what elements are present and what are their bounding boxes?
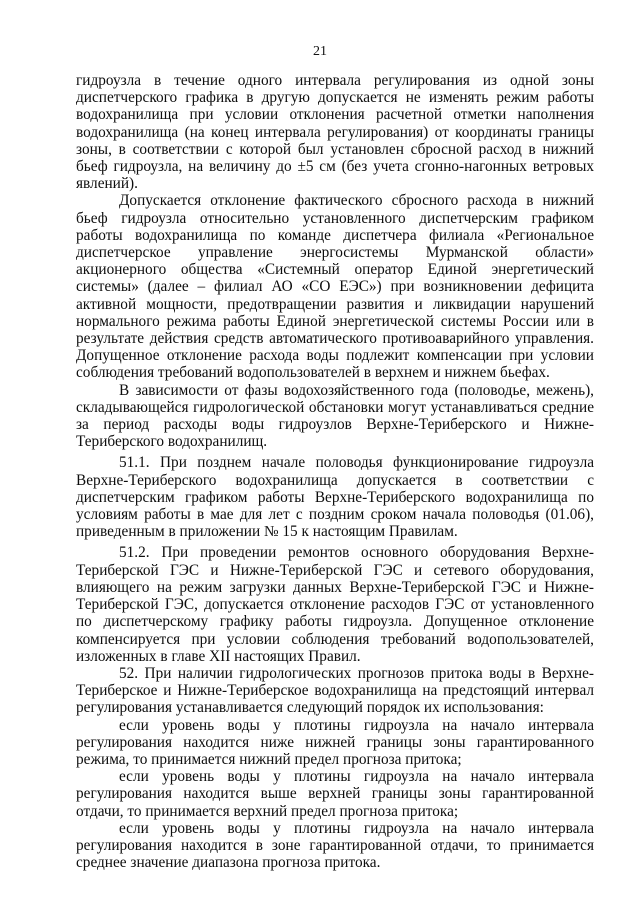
- list-item-upper-limit: если уровень воды у плотины гидроузла на начало интервала регулирования находится выше верхней границы зоны гарантированной отдачи, то принимается верхний предел прогноза притока;: [76, 768, 594, 820]
- list-item-lower-limit: если уровень воды у плотины гидроузла на начало интервала регулирования находится ниже нижней границы зоны гарантированного режима, то принимается нижний предел прогноза притока;: [76, 716, 594, 768]
- document-body: [76, 72, 594, 871]
- paragraph-51-1: 51.1. При позднем начале половодья функционирование гидроузла Верхне-Териберского водохранилища допускается в соответствии с диспетчерским графиком работы Верхне-Териберского водохранилища по условиям работы в мае для лет с поздним сроком начала половодья (01.06), приведенным в приложении № 15 к настоящим Правилам.: [76, 454, 594, 541]
- paragraph-seasonal-phase: В зависимости от фазы водохозяйственного года (половодье, межень), складывающейся гидрологической обстановки могут устанавливаться средние за период расходы воды гидроузлов Верхне-Териберского и Нижне-Териберского водохранилищ.: [76, 381, 594, 451]
- paragraph-51-2: 51.2. При проведении ремонтов основного оборудования Верхне-Териберской ГЭС и Нижне-Териберской ГЭС и сетевого оборудования, влияющего на режим загрузки данных Верхне-Териберской ГЭС и Нижне-Териберской ГЭС, допускается отклонение расходов ГЭС от установленного по диспетчерскому графику работы гидроузла. Допущенное отклонение компенсируется при условии соблюдения требований водопользователей, изложенных в главе XII настоящих Правил.: [76, 544, 594, 665]
- paragraph-continuation: гидроузла в течение одного интервала регулирования из одной зоны диспетчерского графика в другую допускается не изменять режим работы водохранилища при условии отклонения расчетной отметки наполнения водохранилища (на конец интервала регулирования) от координаты границы зоны, в соответствии с которой был установлен сбросной расход в нижний бьеф гидроузла, на величину до ±5 см (без учета сгонно-нагонных ветровых явлений).: [76, 72, 594, 193]
- paragraph-discharge-deviation: Допускается отклонение фактического сбросного расхода в нижний бьеф гидроузла относительно установленного диспетчерским графиком работы водохранилища по команде диспетчера филиала «Региональное диспетчерское управление энергосистемы Мурманской области» акционерного общества «Системный оператор Единой энергетический системы» (далее – филиал АО «СО ЕЭС») при возникновении дефицита активной мощности, предотвращении развития и ликвидации нарушений нормального режима работы Единой энергетической системы России или в результате действия средств автоматического противоаварийного управления. Допущенное отклонение расхода воды подлежит компенсации при условии соблюдения требований водопользователей в верхнем и нижнем бьефах.: [76, 192, 594, 382]
- paragraph-52: 52. При наличии гидрологических прогнозов притока воды в Верхне-Териберское и Нижне-Териберское водохранилища на предстоящий интервал регулирования устанавливается следующий порядок их использования:: [76, 664, 594, 717]
- page-number: 21: [313, 44, 327, 59]
- list-item-average: если уровень воды у плотины гидроузла на начало интервала регулирования находится в зоне гарантированной отдачи, то принимается среднее значение диапазона прогноза притока.: [76, 819, 594, 872]
